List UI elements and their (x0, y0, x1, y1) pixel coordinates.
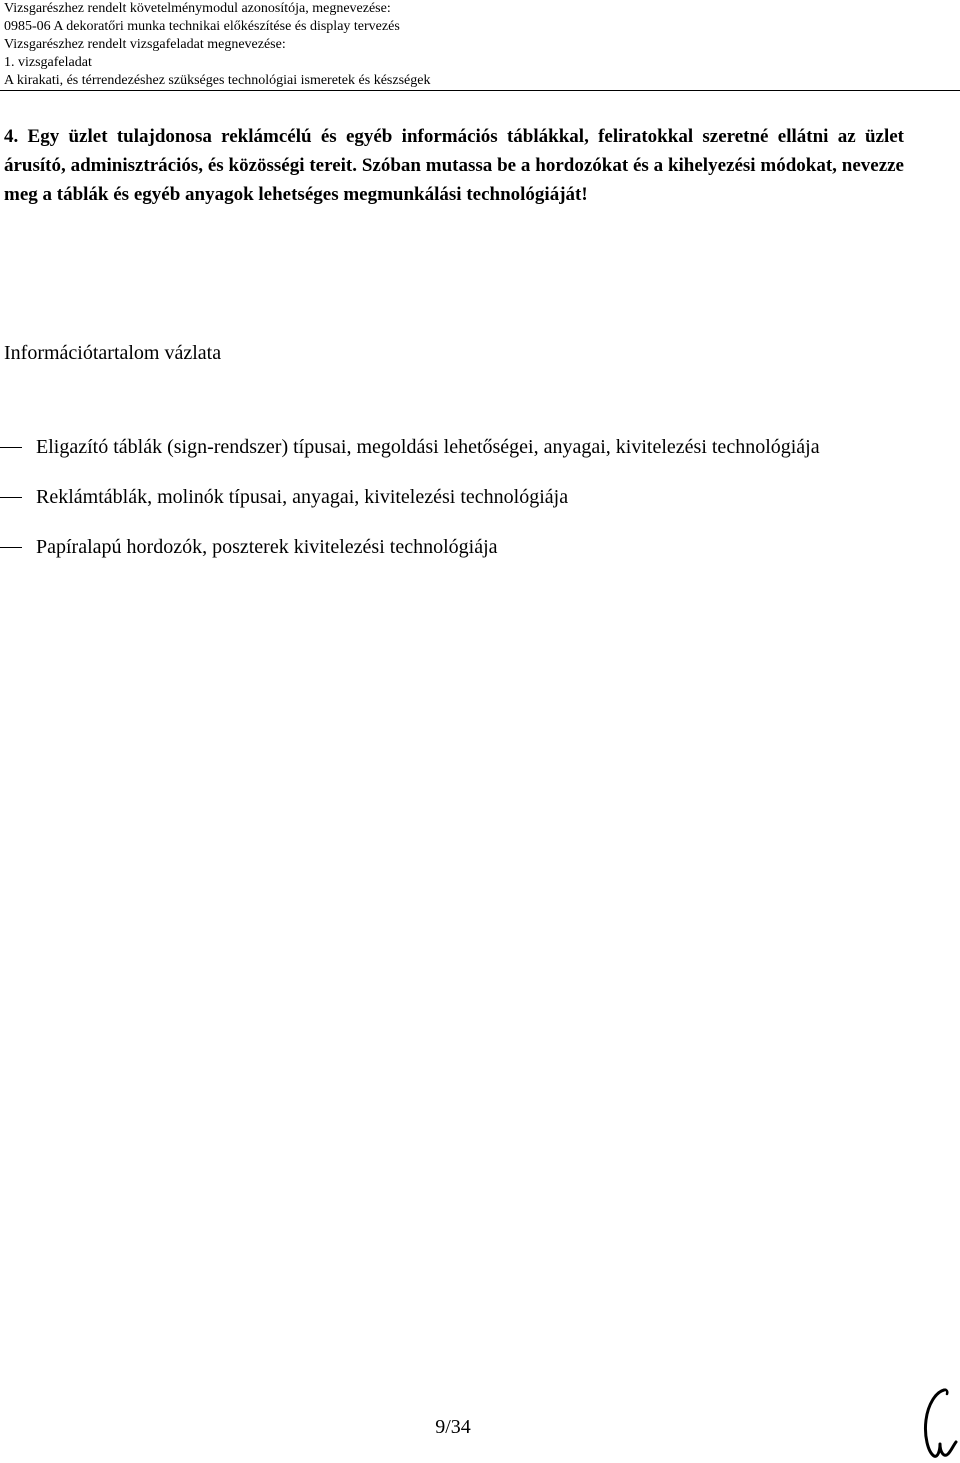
page-header (4, 0, 944, 90)
list-item-text: Eligazító táblák (sign-rendszer) típusai, megoldási lehetőségei, anyagai, kivitelezési technológiája (36, 436, 820, 458)
list-item-text: Papíralapú hordozók, poszterek kivitelezési technológiája (36, 536, 498, 558)
header-task-name: A kirakati, és térrendezéshez szükséges technológiai ismeretek és készségek (4, 73, 431, 88)
header-task-label: Vizsgarészhez rendelt vizsgafeladat megnevezése: (4, 37, 286, 52)
header-module-name: 0985-06 A dekoratőri munka technikai előkészítése és display tervezés (4, 19, 400, 34)
list-item (0, 531, 920, 563)
header-divider (0, 90, 960, 91)
outline-list (0, 431, 920, 581)
header-task-number: 1. vizsgafeladat (4, 55, 92, 70)
list-item-text: Reklámtáblák, molinók típusai, anyagai, kivitelezési technológiája (36, 486, 569, 508)
task-description: 4. Egy üzlet tulajdonosa reklámcélú és egyéb információs táblákkal, feliratokkal szeretné ellátni az üzlet árusító, adminisztrációs, és közösségi tereit. Szóban mutassa be a hordozókat és a kihelyezési módokat, nevezze meg a táblák és egyéb anyagok lehetséges megmunkálási technológiáját! (4, 126, 904, 205)
list-item (0, 481, 920, 513)
dash-bullet-icon (0, 447, 22, 448)
dash-bullet-icon (0, 547, 22, 548)
dash-bullet-icon (0, 497, 22, 498)
page-number: 9/34 (435, 1416, 471, 1438)
signature-icon (918, 1386, 960, 1462)
header-module-label: Vizsgarészhez rendelt követelménymodul azonosítója, megnevezése: (4, 1, 391, 16)
outline-title: Információtartalom vázlata (4, 342, 222, 364)
list-item (0, 431, 920, 463)
